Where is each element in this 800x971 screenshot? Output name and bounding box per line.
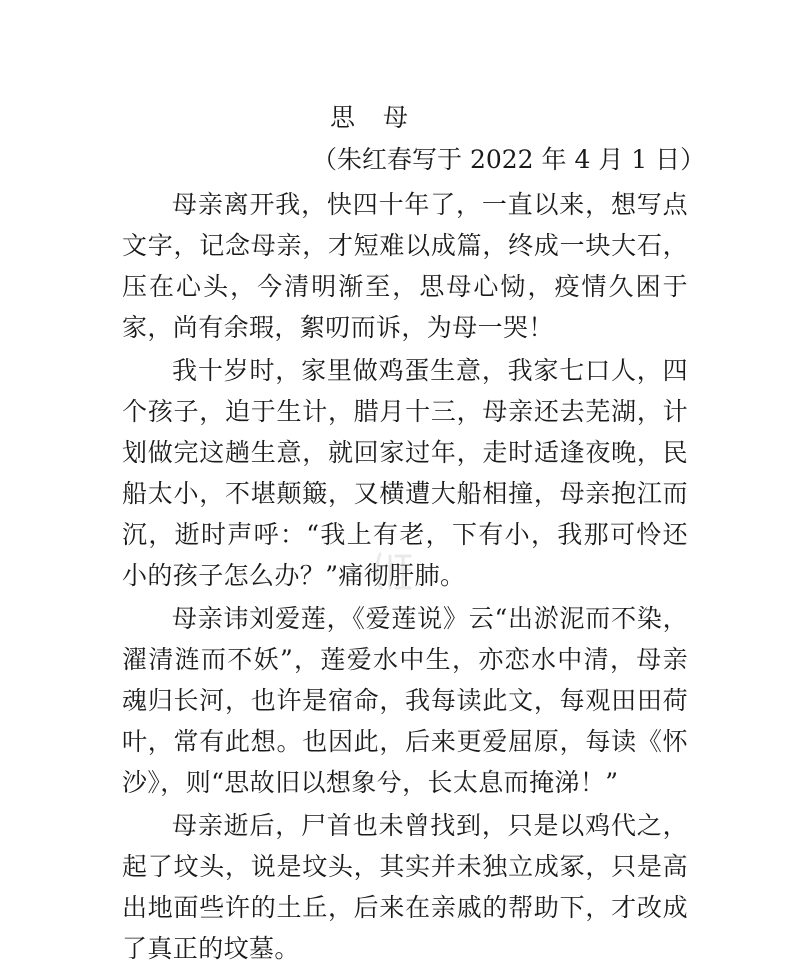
paragraph-4: 母亲逝后，尸首也未曾找到，只是以鸡代之，起了坟头，说是坟头，其实并未独立成冢，只是高出地面些许的土丘，后来在亲戚的帮助下，才改成了真正的坟墓。 [122,811,688,963]
document-title: 思母 [329,103,436,132]
paragraph-2: 我十岁时，家里做鸡蛋生意，我家七口人，四个孩子，迫于生计，腊月十三，母亲还去芜湖，计划做完这趟生意，就回家过年，走时适逢夜晚，民船太小，不堪颠簸，又横遭大船相撞，母亲抱江而沉，逝时声呼：“我上有老，下有小，我那可怜还小的孩子怎么办？”痛彻肝肺。 [122,356,688,590]
paragraph-3: 母亲讳刘爱莲，《爱莲说》云“出淤泥而不染，濯清涟而不妖”，莲爱水中生，亦恋水中清，母亲魂归长河，也许是宿命，我每读此文，每观田田荷叶，常有此想。也因此，后来更爱屈原，每读《怀沙》，则“思故旧以想象兮，长太息而掩涕！” [122,604,688,797]
paragraph-1: 母亲离开我，快四十年了，一直以来，想写点文字，记念母亲，才短难以成篇，终成一块大石，压在心头，今清明渐至，思母心恸，疫情久困于家，尚有余瑕，絮叨而诉，为母一哭！ [122,190,688,342]
document-byline: （朱红春写于 2022 年 4 月 1 日） [312,145,706,174]
watermark-logo-icon [372,548,416,594]
